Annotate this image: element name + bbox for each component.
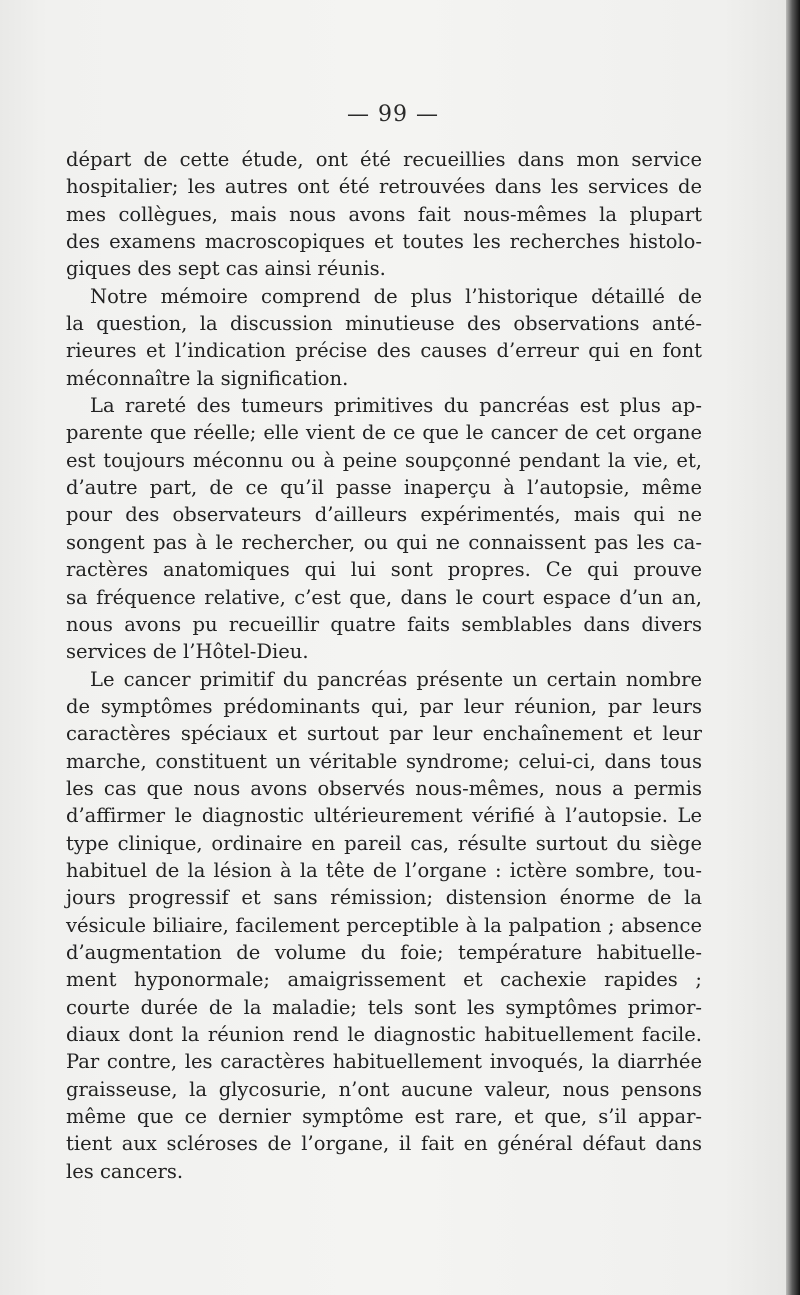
- text-line: les cancers.: [66, 1159, 184, 1183]
- text-line: habituel de la lésion à la tête de l’organe : ictère sombre, tou-: [66, 858, 702, 882]
- text-line: pour des observateurs d’ailleurs expérimentés, mais qui ne: [66, 503, 702, 527]
- text-line: parente que réelle; elle vient de ce que le cancer de cet organe: [66, 421, 702, 445]
- text-line: tient aux scléroses de l’organe, il fait en général défaut dans: [66, 1132, 702, 1156]
- text-line: hospitalier; les autres ont été retrouvées dans les services de: [66, 175, 702, 199]
- text-line: des examens macroscopiques et toutes les recherches histolo-: [66, 230, 702, 254]
- paragraph: [66, 392, 702, 665]
- text-line: d’augmentation de volume du foie; température habituelle-: [66, 940, 702, 964]
- text-line: giques des sept cas ainsi réunis.: [66, 257, 386, 281]
- text-line: Par contre, les caractères habituellement invoqués, la diarrhée: [66, 1050, 702, 1074]
- text-line: courte durée de la maladie; tels sont les symptômes primor-: [66, 995, 702, 1019]
- text-line: départ de cette étude, ont été recueillies dans mon service: [66, 148, 702, 171]
- page-edge-shadow: [786, 0, 800, 1295]
- text-line: jours progressif et sans rémission; distension énorme de la: [66, 886, 702, 910]
- paragraph: [66, 666, 702, 1186]
- text-line: la question, la discussion minutieuse des observations anté-: [66, 312, 702, 336]
- text-line: de symptômes prédominants qui, par leur réunion, par leurs: [66, 694, 702, 718]
- text-line: La rareté des tumeurs primitives du pancréas est plus ap-: [90, 394, 702, 418]
- text-line: est toujours méconnu ou à peine soupçonné pendant la vie, et,: [66, 448, 702, 472]
- text-line: diaux dont la réunion rend le diagnostic habituellement facile.: [66, 1023, 702, 1046]
- body-text: [66, 146, 702, 1185]
- text-line: vésicule biliaire, facilement perceptible à la palpation ; absence: [66, 913, 702, 937]
- text-line: d’affirmer le diagnostic ultérieurement vérifié à l’autopsie. Le: [66, 804, 702, 828]
- text-line: Notre mémoire comprend de plus l’historique détaillé de: [90, 284, 702, 308]
- text-line: sa fréquence relative, c’est que, dans le court espace d’un an,: [66, 585, 702, 609]
- text-line: services de l’Hôtel-Dieu.: [66, 640, 309, 664]
- text-line: ractères anatomiques qui lui sont propres. Ce qui prouve: [66, 558, 702, 582]
- text-line: type clinique, ordinaire en pareil cas, résulte surtout du siège: [66, 831, 702, 855]
- text-line: graisseuse, la glycosurie, n’ont aucune valeur, nous pensons: [66, 1077, 702, 1101]
- text-line: rieures et l’indication précise des causes d’erreur qui en font: [66, 339, 702, 363]
- text-line: méconnaître la signification.: [66, 366, 349, 390]
- text-line: même que ce dernier symptôme est rare, et que, s’il appar-: [66, 1105, 702, 1129]
- page-number: — 99 —: [347, 102, 439, 127]
- text-line: Le cancer primitif du pancréas présente un certain nombre: [90, 667, 702, 691]
- text-line: d’autre part, de ce qu’il passe inaperçu à l’autopsie, même: [66, 476, 702, 500]
- text-line: songent pas à le rechercher, ou qui ne connaissent pas les ca-: [66, 530, 702, 554]
- paragraph: [66, 146, 702, 283]
- text-line: nous avons pu recueillir quatre faits semblables dans divers: [66, 612, 702, 636]
- text-line: les cas que nous avons observés nous-mêmes, nous a permis: [66, 776, 702, 800]
- text-line: mes collègues, mais nous avons fait nous-mêmes la plupart: [66, 202, 702, 226]
- text-line: caractères spéciaux et surtout par leur enchaînement et leur: [66, 722, 702, 746]
- text-line: marche, constituent un véritable syndrome; celui-ci, dans tous: [66, 749, 702, 773]
- paragraph: [66, 283, 702, 392]
- text-line: ment hyponormale; amaigrissement et cachexie rapides ;: [66, 968, 702, 992]
